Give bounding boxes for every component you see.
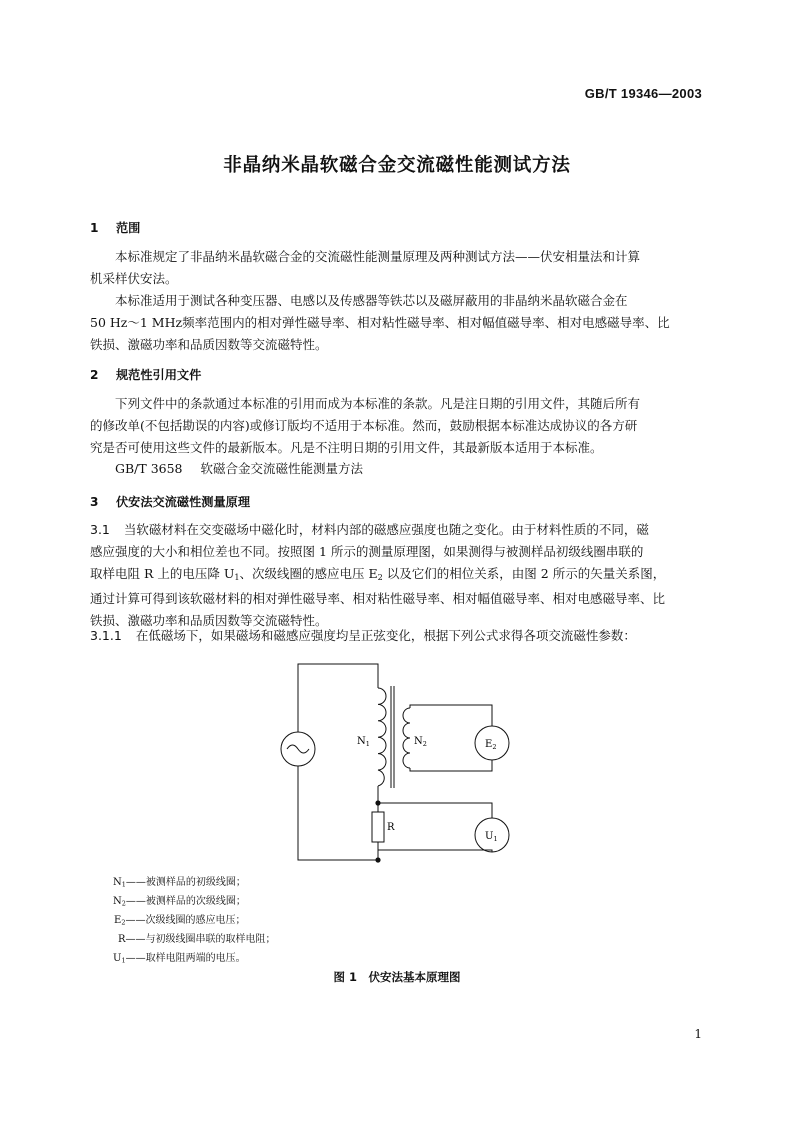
document-title: 非晶纳米晶软磁合金交流磁性能测试方法 [223, 155, 571, 176]
n1-label: $N_1$ [357, 736, 370, 748]
wire-secondary-bottom [410, 760, 492, 771]
section-2-title: 规范性引用文件 [116, 368, 202, 382]
legend-text: ——被测样品的初级线圈； [125, 877, 246, 888]
wire-u1-bottom [378, 850, 492, 852]
ac-source-sine-icon [287, 745, 309, 753]
text-line: 50 Hz～1 MHz频率范围内的相对弹性磁导率、相对粘性磁导率、相对幅值磁导率、相对电感磁导率、比 [90, 315, 670, 330]
text-line: 通过计算可得到该软磁材料的相对弹性磁导率、相对粘性磁导率、相对幅值磁导率、相对电感磁导率、比 [90, 591, 666, 607]
figure-caption: 图 1 伏安法基本原理图 [333, 970, 461, 984]
section-2-number: 2 [90, 368, 99, 382]
wire-primary-return [298, 766, 378, 860]
legend-item-n1 [113, 873, 246, 889]
sampling-resistor [372, 812, 384, 842]
junction-dot [375, 800, 380, 805]
wire-primary-loop [298, 664, 378, 732]
text-line: 铁损、激磁功率和品质因数等交流磁特性。 [90, 337, 328, 352]
section-3-number: 3 [90, 495, 99, 509]
text-span: 以及它们的相位关系，由图 2 所示的矢量关系图， [382, 566, 666, 581]
clause-3-1-1-text: 在低磁场下，如果磁场和磁感应强度均呈正弦变化，根据下列公式求得各项交流磁性参数： [135, 628, 636, 643]
legend-symbol: U [113, 953, 122, 964]
reference-code: GB/T 3658 [115, 461, 183, 476]
text-line: 本标准适用于测试各种变压器、电感以及传感器等铁芯以及磁屏蔽用的非晶纳米晶软磁合金在 [115, 293, 628, 308]
text-line: 本标准规定了非晶纳米晶软磁合金的交流磁性能测量原理及两种测试方法——伏安相量法和计算 [115, 249, 641, 264]
section-3-title: 伏安法交流磁性测量原理 [116, 495, 251, 509]
legend-text: ——与初级线圈串联的取样电阻； [125, 934, 276, 945]
legend-item-r [118, 930, 276, 945]
subscript: 1 [121, 956, 126, 965]
section-1-number: 1 [90, 221, 99, 235]
reference-title: 软磁合金交流磁性能测量方法 [200, 461, 364, 476]
subscript: 1 [121, 880, 126, 889]
legend-symbol: N [113, 896, 122, 907]
text-line: 究是否可使用这些文件的最新版本。凡是不注明日期的引用文件，其最新版本适用于本标准。 [90, 440, 603, 455]
subscript: 2 [121, 899, 126, 908]
text-line: 的修改单(不包括勘误的内容)或修订版均不适用于本标准。然而，鼓励根据本标准达成协议的各方研 [90, 418, 638, 433]
clause-3-1-text: 当软磁材料在交变磁场中磁化时，材料内部的磁感应强度也随之变化。由于材料性质的不同，磁 [123, 522, 649, 537]
subscript: 1 [234, 572, 240, 583]
u1-meter-label: $U_1$ [485, 831, 498, 843]
e2-meter-label: $E_2$ [485, 739, 497, 751]
clause-3-1-number: 3.1 [90, 522, 110, 537]
legend-symbol: E [114, 915, 122, 926]
legend-item-u1 [113, 949, 246, 965]
legend-symbol: R [118, 934, 126, 945]
text-span: 、次级线圈的感应电压 E [239, 566, 378, 581]
r-label: R [387, 822, 395, 833]
section-1-title: 范围 [116, 221, 141, 235]
legend-item-n2 [113, 892, 246, 908]
text-line: 机采样伏安法。 [90, 271, 178, 286]
primary-coil [378, 688, 386, 786]
standard-code: GB/T 19346—2003 [584, 86, 702, 101]
legend-item-e2 [114, 911, 245, 927]
text-span: 取样电阻 R 上的电压降 U [90, 566, 235, 581]
legend-text: ——被测样品的次级线圈； [125, 896, 246, 907]
subscript: 2 [377, 572, 383, 583]
legend-text: ——取样电阻两端的电压。 [125, 953, 246, 964]
text-line: 感应强度的大小和相位差也不同。按照图 1 所示的测量原理图，如果测得与被测样品初级线圈串联的 [90, 544, 644, 559]
junction-dot [375, 857, 380, 862]
legend-text: ——次级线圈的感应电压； [125, 915, 246, 926]
wire-u1-top [378, 803, 492, 818]
page-number: 1 [694, 1027, 702, 1041]
text-line: 下列文件中的条款通过本标准的引用而成为本标准的条款。凡是注日期的引用文件，其随后所有 [115, 396, 641, 411]
legend-symbol: N [113, 877, 122, 888]
clause-3-1-1-number: 3.1.1 [90, 628, 122, 643]
text-line: 铁损、激磁功率和品质因数等交流磁特性。 [90, 613, 328, 629]
wire-secondary-top [410, 705, 492, 726]
subscript: 2 [121, 918, 126, 927]
secondary-coil [403, 708, 410, 768]
n2-label: $N_2$ [414, 736, 427, 748]
